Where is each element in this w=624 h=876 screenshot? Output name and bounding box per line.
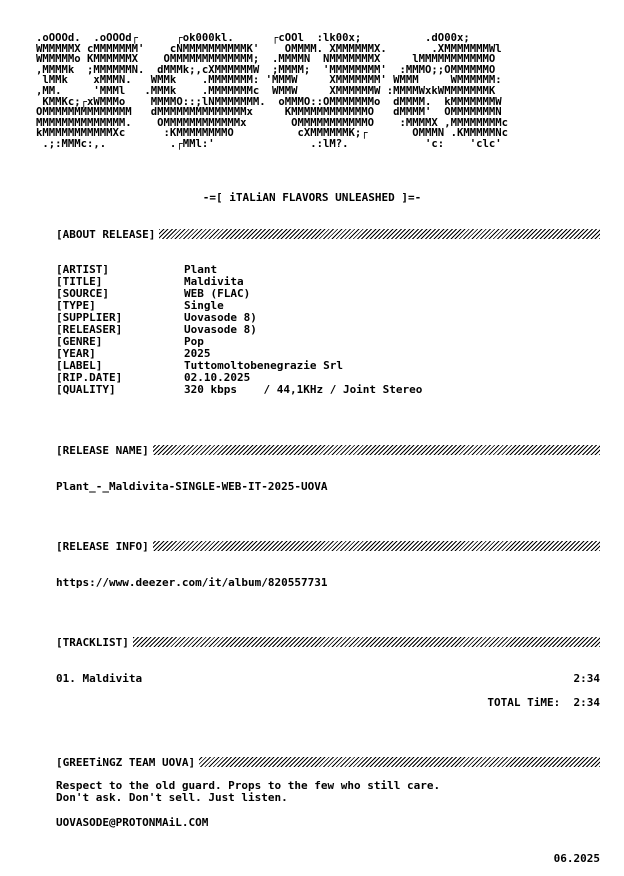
release-info-link[interactable]: https://www.deezer.com/it/album/820557731 [56,576,328,589]
ascii-line: ,MMMMk ;MMMMMMN. dMMMk;,cXMMMMMMW ;MMMM; 'MMMMMMMM' :MMMO;;OMMMMMMO [36,63,496,76]
greeting-line: Don't ask. Don't sell. Just listen. [56,791,288,804]
about-row-quality: [QUALITY] 320 kbps / 44,1KHz / Joint Stereo [56,383,423,396]
ascii-logo [36,33,508,150]
ascii-line: KMMKc;┌xWMMMo MMMMO::;lNMMMMMMM. oMMMO::OMMMMMMMo dMMMM. kMMMMMMMW [36,95,502,108]
total-time-value: 2:34 [573,696,600,709]
section-greetings [56,755,600,769]
ascii-line: OMMMMMMMMMMMMMM dMMMMMMMMMMMMMMx KMMMMMMMMMMMMO dMMMM' OMMMMMMMN [36,106,502,119]
ascii-line: lMMk xMMMN. WMMk .MMMMMMM: 'MMMW XMMMMMMM' WMMM WMMMMMM: [36,74,502,87]
greeting-line: Respect to the old guard. Props to the few who still care. [56,779,441,792]
ascii-line: .;:MMMc:,. .┌MMl:' .:lM?. 'c: 'clc' [36,137,502,150]
track-duration: 2:34 [573,672,600,685]
section-release-name [56,443,600,457]
about-row-releaser: [RELEASER] Uovasode 8) [56,323,257,336]
total-time-label: TOTAL TiME: [487,696,561,709]
about-row-type: [TYPE] Single [56,299,224,312]
section-label: [TRACKLIST] [56,635,129,649]
release-name: Plant_-_Maldivita-SINGLE-WEB-IT-2025-UOVA [56,480,328,493]
section-about-release [56,227,600,241]
section-tracklist [56,635,600,649]
nfo-date: 06.2025 [553,852,600,865]
about-row-genre: [GENRE] Pop [56,335,204,348]
greetings-text [56,780,440,804]
about-row-supplier: [SUPPLIER] Uovasode 8) [56,311,257,324]
section-divider [153,445,600,455]
total-time [487,696,600,709]
section-label: [RELEASE INFO] [56,539,149,553]
about-row-rip-date: [RIP.DATE] 02.10.2025 [56,371,251,384]
section-release-info [56,539,600,553]
section-label: [ABOUT RELEASE] [56,227,156,241]
section-divider [199,757,600,767]
contact-email[interactable]: UOVASODE@PROTONMAiL.COM [56,816,209,829]
about-row-artist: [ARTIST] Plant [56,263,218,276]
section-divider [153,541,600,551]
section-divider [159,229,600,239]
about-row-title: [TITLE] Maldivita [56,275,244,288]
track-title: 01. Maldivita [56,672,143,685]
tagline: -=[ iTALiAN FLAVORS UNLEASHED ]=- [202,191,422,204]
about-row-label: [LABEL] Tuttomoltobenegrazie Srl [56,359,343,372]
ascii-line: MMMMMMMMMMMMMM. OMMMMMMMMMMMMx OMMMMMMMMMMMO :MMMMX ,MMMMMMMMc [36,116,508,129]
section-label: [RELEASE NAME] [56,443,149,457]
ascii-line: ,MM. 'MMMl .MMMk .MMMMMMMc WMMW XMMMMMMW :MMMMWxkWMMMMMMMK [36,84,496,97]
ascii-line: WMMMMMX cMMMMMMM' cNMMMMMMMMMMK' OMMMM. XMMMMMMX. .XMMMMMMMWl [36,42,502,55]
section-label: [GREETiNGZ TEAM UOVA] [56,755,196,769]
ascii-line: WMMMMMo KMMMMMMX OMMMMMMMMMMMMM; .MMMMN NMMMMMMMX lMMMMMMMMMMMO [36,53,496,66]
about-row-year: [YEAR] 2025 [56,347,211,360]
ascii-line: .oOOOd. .oOOOd┌ ┌ok000kl. ┌cOOl :lk00x; .dO00x; [36,32,470,44]
ascii-line: kMMMMMMMMMMMXc :KMMMMMMMMO cXMMMMMMK;┌ OMMMN .KMMMMMNc [36,127,508,140]
section-divider [133,637,600,647]
about-release-list [56,264,422,396]
about-row-source: [SOURCE] WEB (FLAC) [56,287,251,300]
